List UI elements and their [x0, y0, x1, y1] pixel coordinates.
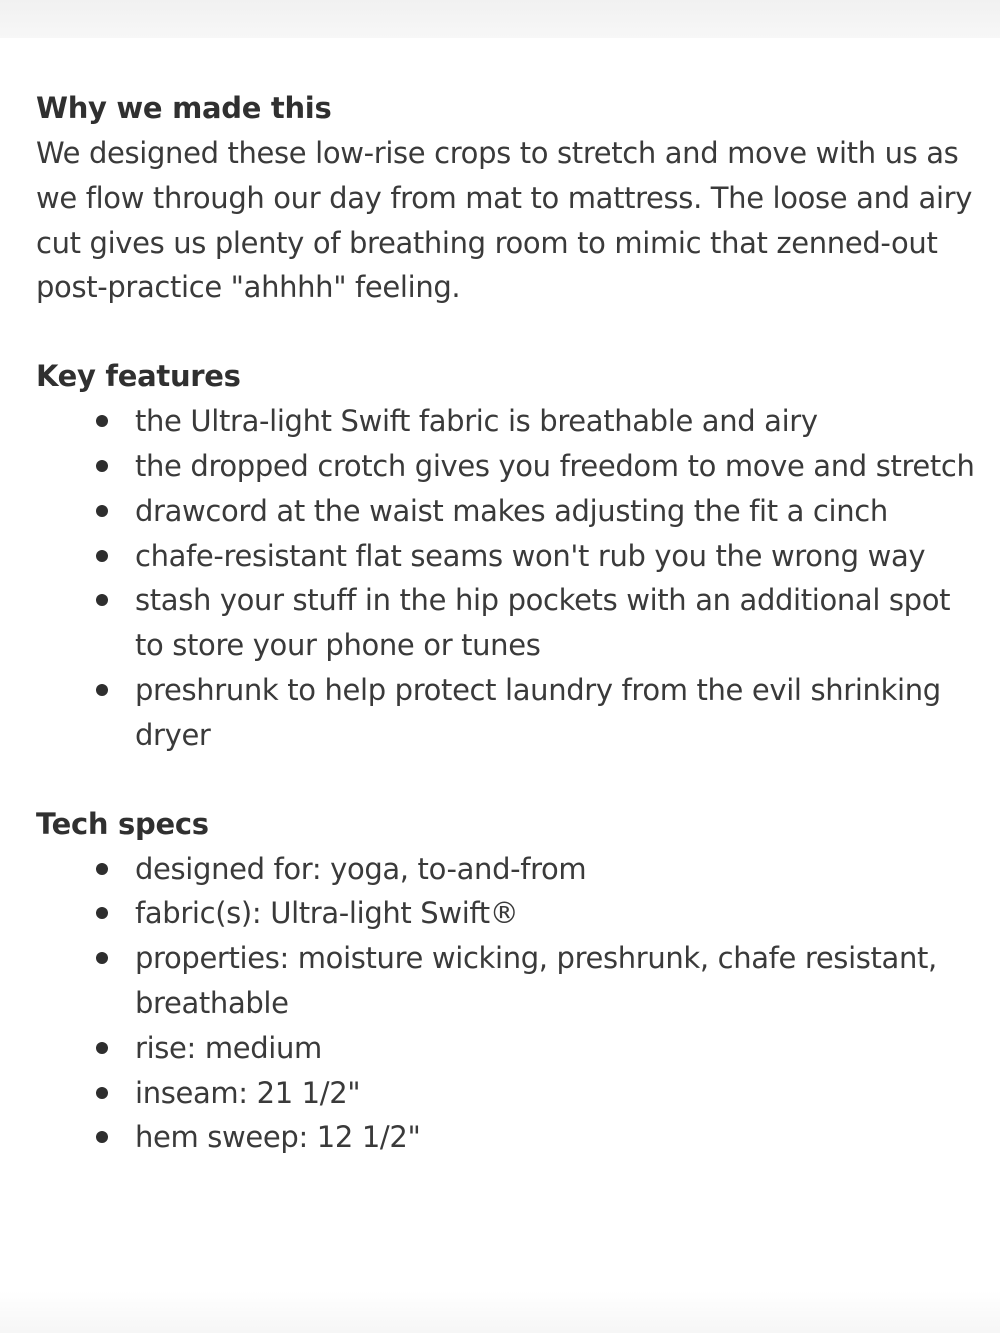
bullet-icon [96, 907, 108, 919]
list-item [36, 936, 976, 1026]
bullet-icon [96, 1131, 108, 1143]
bullet-icon [96, 415, 108, 427]
bullet-icon [96, 594, 108, 606]
bullet-icon [96, 505, 108, 517]
list-item [36, 668, 976, 758]
why-we-made-this-section [36, 86, 976, 310]
spec-text: hem sweep: 12 1/2" [135, 1120, 421, 1155]
feature-text: the Ultra-light Swift fabric is breathable and airy [135, 404, 818, 439]
features-heading: Key features [36, 359, 241, 394]
list-item [36, 847, 976, 892]
list-item [36, 534, 976, 579]
feature-text: stash your stuff in the hip pockets with an additional spot to store your phone or tunes [135, 583, 951, 663]
bullet-icon [96, 460, 108, 472]
list-item [36, 1115, 976, 1160]
spec-text: fabric(s): Ultra-light Swift® [135, 896, 519, 931]
bullet-icon [96, 684, 108, 696]
spec-text: designed for: yoga, to-and-from [135, 851, 587, 886]
bullet-icon [96, 550, 108, 562]
list-item [36, 399, 976, 444]
list-item [36, 444, 976, 489]
list-item [36, 489, 976, 534]
why-paragraph: We designed these low-rise crops to stretch and move with us as we flow through our day from mat to mattress. The loose and airy cut gives us plenty of breathing room to mimic that zenned-out post-practice "ahhhh" feeling. [36, 136, 973, 305]
list-item [36, 1071, 976, 1116]
list-item [36, 891, 976, 936]
bullet-icon [96, 1042, 108, 1054]
spec-text: properties: moisture wicking, preshrunk, chafe resistant, breathable [135, 941, 937, 1020]
why-heading: Why we made this [36, 91, 332, 125]
spec-text: inseam: 21 1/2" [135, 1075, 361, 1110]
spec-text: rise: medium [135, 1030, 322, 1065]
bullet-icon [96, 1087, 108, 1099]
top-edge [0, 0, 1000, 38]
specs-list [36, 847, 976, 1161]
bullet-icon [96, 952, 108, 964]
bottom-edge [0, 1291, 1000, 1333]
feature-text: preshrunk to help protect laundry from the evil shrinking dryer [135, 672, 941, 752]
feature-text: the dropped crotch gives you freedom to move and stretch [135, 448, 975, 483]
features-list [36, 399, 976, 757]
specs-heading: Tech specs [36, 806, 209, 841]
key-features-section [36, 354, 976, 757]
tech-specs-section [36, 802, 976, 1161]
list-item [36, 1026, 976, 1071]
bullet-icon [96, 863, 108, 875]
feature-text: chafe-resistant flat seams won't rub you the wrong way [135, 538, 926, 573]
feature-text: drawcord at the waist makes adjusting the fit a cinch [135, 493, 888, 528]
list-item [36, 578, 976, 668]
product-details [36, 86, 976, 1160]
